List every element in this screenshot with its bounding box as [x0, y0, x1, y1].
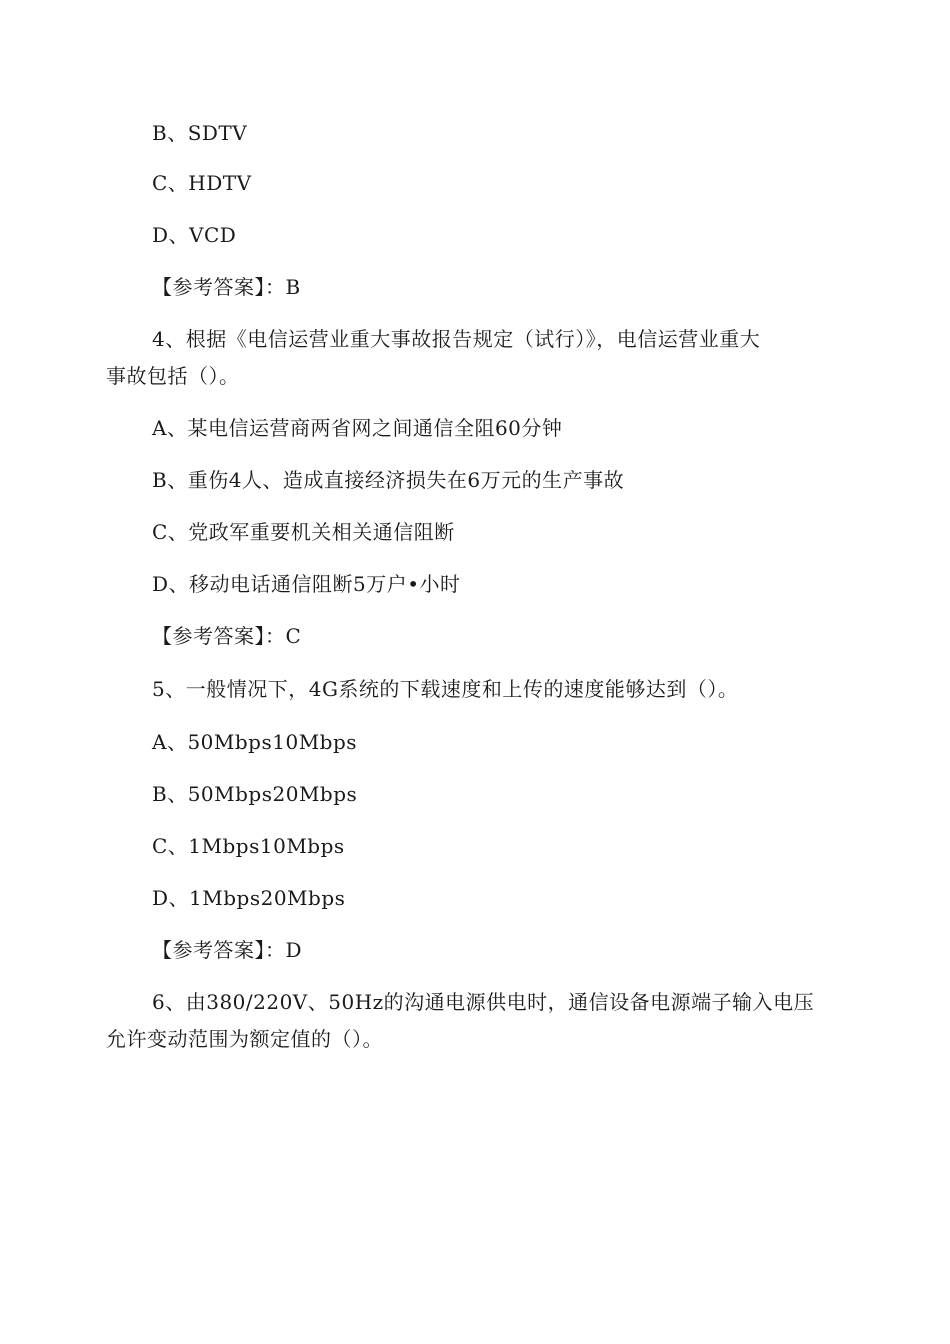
q5-answer: 【参考答案】：D — [152, 938, 303, 962]
q4-option-b: B、重伤4人、造成直接经济损失在6万元的生产事故 — [152, 468, 625, 492]
q4-stem-line2: 事故包括（）。 — [106, 364, 240, 388]
q3-option-c: C、HDTV — [152, 171, 252, 195]
q5-stem: 5、一般情况下，4G系统的下载速度和上传的速度能够达到（）。 — [152, 677, 739, 701]
q3-answer: 【参考答案】：B — [152, 275, 301, 299]
q3-option-d: D、VCD — [152, 223, 237, 247]
q6-stem-line2: 允许变动范围为额定值的（）。 — [106, 1027, 383, 1051]
q4-answer: 【参考答案】：C — [152, 624, 302, 648]
q5-option-c: C、1Mbps10Mbps — [152, 834, 345, 858]
q4-stem-line1: 4、根据《电信运营业重大事故报告规定（试行）》，电信运营业重大 — [152, 327, 761, 351]
q3-option-b: B、SDTV — [152, 121, 248, 145]
q4-option-c: C、党政军重要机关相关通信阻断 — [152, 520, 455, 544]
q4-option-d: D、移动电话通信阻断5万户•小时 — [152, 572, 461, 596]
q5-option-a: A、50Mbps10Mbps — [152, 730, 358, 754]
q5-option-b: B、50Mbps20Mbps — [152, 782, 358, 806]
q4-option-a: A、某电信运营商两省网之间通信全阻60分钟 — [152, 416, 563, 440]
q6-stem-line1: 6、由380/220V、50Hz的沟通电源供电时，通信设备电源端子输入电压 — [152, 990, 815, 1014]
q5-option-d: D、1Mbps20Mbps — [152, 886, 346, 910]
